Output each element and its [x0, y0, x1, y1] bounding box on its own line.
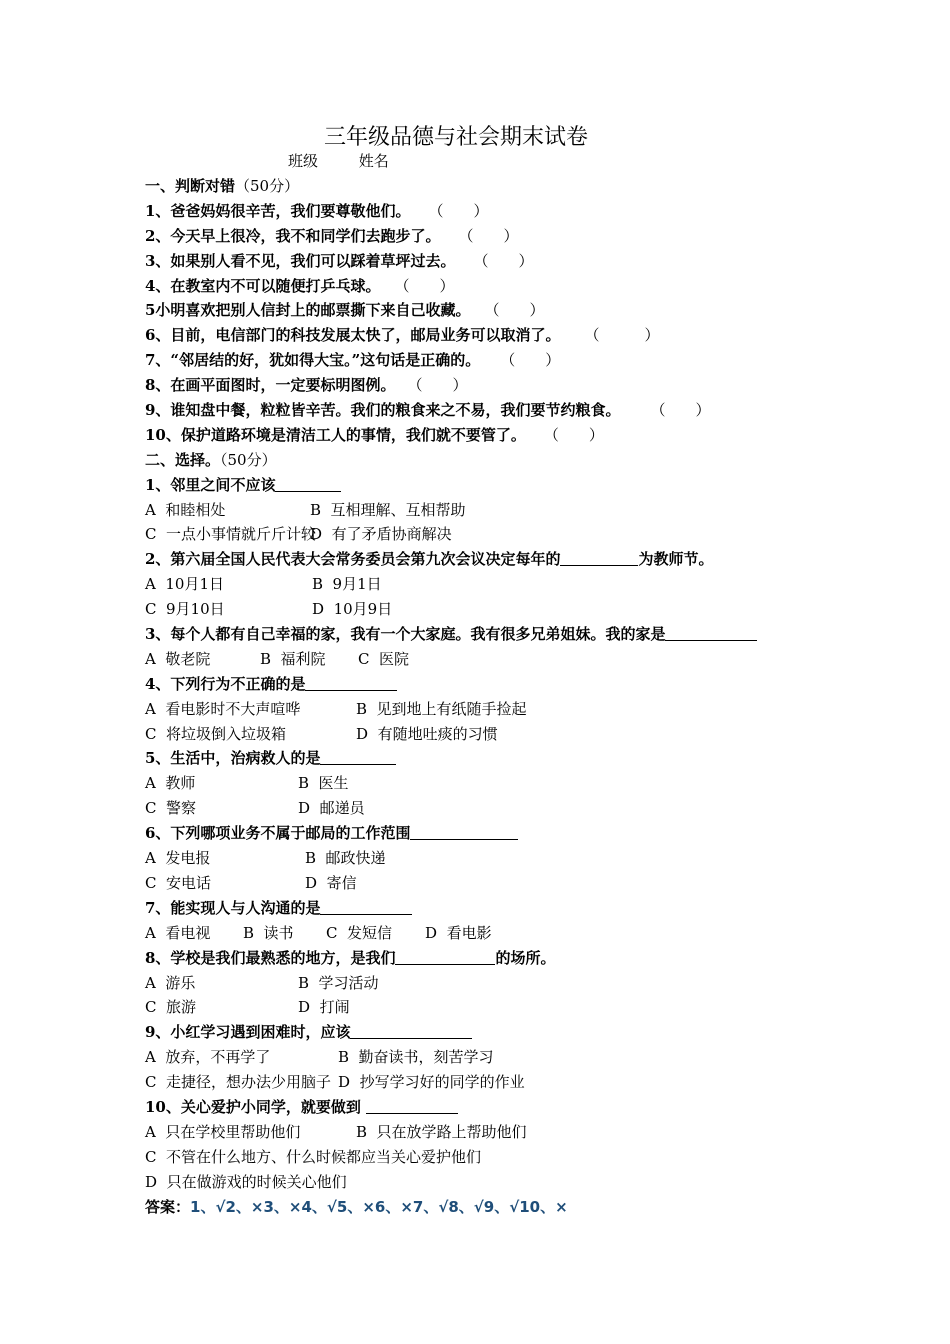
option[interactable]: A 教师 [145, 774, 196, 793]
option-row [145, 995, 845, 1020]
answer-blank[interactable] [275, 475, 341, 492]
item-text: 2、今天早上很冷，我不和同学们去跑步了。 [145, 226, 441, 245]
stem-text: 6、下列哪项业务不属于邮局的工作范围 [145, 824, 411, 843]
item-text: 7、“邻居结的好，犹如得大宝。”这句话是正确的。 [145, 351, 481, 370]
option[interactable]: B 读书 [243, 923, 294, 942]
true-false-item [145, 398, 845, 423]
true-false-item [145, 423, 845, 448]
option-row [145, 722, 845, 747]
item-text: 10、保护道路环境是清洁工人的事情，我们就不要管了。 [145, 425, 526, 444]
option[interactable]: C 9月10日 [145, 600, 225, 619]
question-stem [145, 547, 845, 572]
answer-blank[interactable] [395, 948, 495, 965]
option[interactable]: C 旅游 [145, 998, 197, 1017]
section-title: 二、选择。 [145, 450, 221, 469]
option[interactable]: C 安电话 [145, 873, 212, 892]
option-row [145, 971, 845, 996]
option-row [145, 647, 845, 672]
option[interactable]: A 只在学校里帮助他们 [145, 1122, 301, 1141]
option[interactable]: D 只在做游戏的时候关心他们 [145, 1172, 347, 1191]
answer-blank[interactable] [366, 1097, 458, 1114]
option[interactable]: D 看电影 [425, 923, 492, 942]
answer-paren[interactable]: （ ） [407, 376, 468, 395]
answer-paren[interactable]: （ ） [394, 276, 455, 295]
option[interactable]: A 游乐 [145, 973, 196, 992]
section-score: （50分） [235, 177, 300, 195]
answer-blank[interactable] [665, 624, 757, 641]
option[interactable]: D 有了矛盾协商解决 [310, 525, 452, 544]
option-row [145, 572, 845, 597]
answer-paren[interactable]: （ ） [458, 226, 519, 245]
item-text: 9、谁知盘中餐，粒粒皆辛苦。我们的粮食来之不易，我们要节约粮食。 [145, 401, 621, 420]
answer-paren[interactable]: （ ） [650, 401, 711, 420]
option-row [145, 871, 845, 896]
option[interactable]: C 一点小事情就斤斤计较 [145, 525, 317, 544]
stem-text: 7、能实现人与人沟通的是 [145, 898, 321, 917]
option[interactable]: B 学习活动 [298, 973, 379, 992]
name-label: 姓名 [358, 152, 389, 170]
true-false-item [145, 249, 845, 274]
class-label: 班级 [288, 152, 319, 170]
answer-blank[interactable] [320, 898, 412, 915]
stem-text: 4、下列行为不正确的是 [145, 674, 306, 693]
option[interactable]: B 只在放学路上帮助他们 [356, 1122, 527, 1141]
answer-blank[interactable] [410, 823, 518, 840]
option[interactable]: D 有随地吐痰的习惯 [356, 724, 498, 743]
option[interactable]: A 放弃，不再学了 [145, 1048, 271, 1067]
item-text: 6、目前，电信部门的科技发展太快了，邮局业务可以取消了。 [145, 326, 561, 345]
option-row [145, 597, 845, 622]
option[interactable]: A 发电报 [145, 849, 211, 868]
student-info-line [288, 150, 389, 172]
option-row [145, 498, 845, 523]
answer-paren[interactable]: （ ） [473, 251, 534, 270]
option[interactable]: C 医院 [358, 649, 410, 668]
answer-paren[interactable]: （ ） [500, 351, 561, 370]
page-title: 三年级品德与社会期末试卷 [323, 125, 588, 150]
option[interactable]: B 医生 [298, 774, 349, 793]
section-heading [145, 448, 845, 473]
option[interactable]: D 抄写学习好的同学的作业 [338, 1073, 525, 1092]
section-heading [145, 174, 845, 199]
option[interactable]: B 福利院 [260, 649, 326, 668]
option-row [145, 846, 845, 871]
true-false-item [145, 323, 845, 348]
option-row [145, 522, 845, 547]
option[interactable]: D 打闹 [298, 998, 350, 1017]
answer-paren[interactable]: （ ） [428, 201, 489, 220]
answer-blank[interactable] [350, 1022, 472, 1039]
true-false-item [145, 274, 845, 299]
answer-paren[interactable]: （ ） [584, 326, 660, 345]
option-row [145, 697, 845, 722]
option[interactable]: B 邮政快递 [305, 849, 386, 868]
option[interactable]: A 看电影时不大声喧哗 [145, 699, 301, 718]
option[interactable]: C 发短信 [326, 923, 393, 942]
stem-text-after: 为教师节。 [638, 550, 714, 569]
answer-label: 答案： [145, 1197, 191, 1216]
option[interactable]: C 走捷径，想办法少用脑子 [145, 1073, 332, 1092]
option-row [145, 1120, 845, 1145]
option-row [145, 796, 845, 821]
option[interactable]: D 邮递员 [298, 799, 365, 818]
item-text: 4、在教室内不可以随便打乒乓球。 [145, 276, 381, 295]
option[interactable]: B 互相理解、互相帮助 [310, 500, 466, 519]
true-false-item [145, 348, 845, 373]
option[interactable]: A 和睦相处 [145, 500, 226, 519]
true-false-item [145, 224, 845, 249]
item-text: 1、爸爸妈妈很辛苦，我们要尊敬他们。 [145, 201, 411, 220]
option[interactable]: B 勤奋读书，刻苦学习 [338, 1048, 494, 1067]
question-stem [145, 746, 845, 771]
stem-text: 10、关心爱护小同学，就要做到 [145, 1097, 367, 1116]
question-stem [145, 622, 845, 647]
item-text: 3、如果别人看不见，我们可以踩着草坪过去。 [145, 251, 456, 270]
option[interactable]: C 不管在什么地方、什么时候都应当关心爱护他们 [145, 1147, 482, 1166]
option[interactable]: B 见到地上有纸随手捡起 [356, 699, 527, 718]
answer-paren[interactable]: （ ） [543, 425, 604, 444]
option-row [145, 1145, 845, 1170]
answer-paren[interactable]: （ ） [484, 301, 545, 320]
question-stem [145, 946, 845, 971]
stem-text: 9、小红学习遇到困难时，应该 [145, 1023, 351, 1042]
option[interactable]: A 看电视 [145, 923, 211, 942]
option-row [145, 1045, 845, 1070]
option[interactable]: B 9月1日 [312, 575, 382, 594]
exam-body [145, 174, 845, 1219]
option[interactable]: D 10月9日 [312, 600, 393, 619]
option-row [145, 1070, 845, 1095]
true-false-item [145, 298, 845, 323]
question-stem [145, 672, 845, 697]
stem-text: 2、第六届全国人民代表大会常务委员会第九次会议决定每年的 [145, 550, 561, 569]
stem-text: 3、每个人都有自己幸福的家，我有一个大家庭。我有很多兄弟姐妹。我的家是 [145, 625, 666, 644]
option-row [145, 921, 845, 946]
question-stem [145, 1095, 845, 1120]
option-row [145, 1170, 845, 1195]
option[interactable]: C 将垃圾倒入垃圾箱 [145, 724, 287, 743]
question-stem [145, 473, 845, 498]
true-false-item [145, 373, 845, 398]
answer-key [145, 1195, 845, 1220]
option[interactable]: D 寄信 [305, 873, 357, 892]
option[interactable]: A 敬老院 [145, 649, 211, 668]
option[interactable]: C 警察 [145, 799, 197, 818]
answer-blank[interactable] [305, 674, 397, 691]
answer-blank[interactable] [560, 549, 638, 566]
option[interactable]: A 10月1日 [145, 575, 224, 594]
question-stem [145, 821, 845, 846]
answer-blank[interactable] [320, 748, 396, 765]
stem-text: 5、生活中，治病救人的是 [145, 749, 321, 768]
section-score: （50分） [220, 450, 277, 469]
answer-marks: 1、√2、×3、×4、√5、×6、×7、√8、√9、√10、× [190, 1197, 568, 1216]
question-stem [145, 1020, 845, 1045]
section-title: 一、判断对错 [145, 177, 236, 195]
stem-text: 1、邻里之间不应该 [145, 475, 276, 494]
item-text: 8、在画平面图时，一定要标明图例。 [145, 376, 396, 395]
stem-text-after: 的场所。 [495, 948, 556, 967]
true-false-item [145, 199, 845, 224]
item-text: 5小明喜欢把别人信封上的邮票撕下来自己收藏。 [145, 301, 471, 320]
stem-text: 8、学校是我们最熟悉的地方，是我们 [145, 948, 396, 967]
option-row [145, 771, 845, 796]
question-stem [145, 896, 845, 921]
